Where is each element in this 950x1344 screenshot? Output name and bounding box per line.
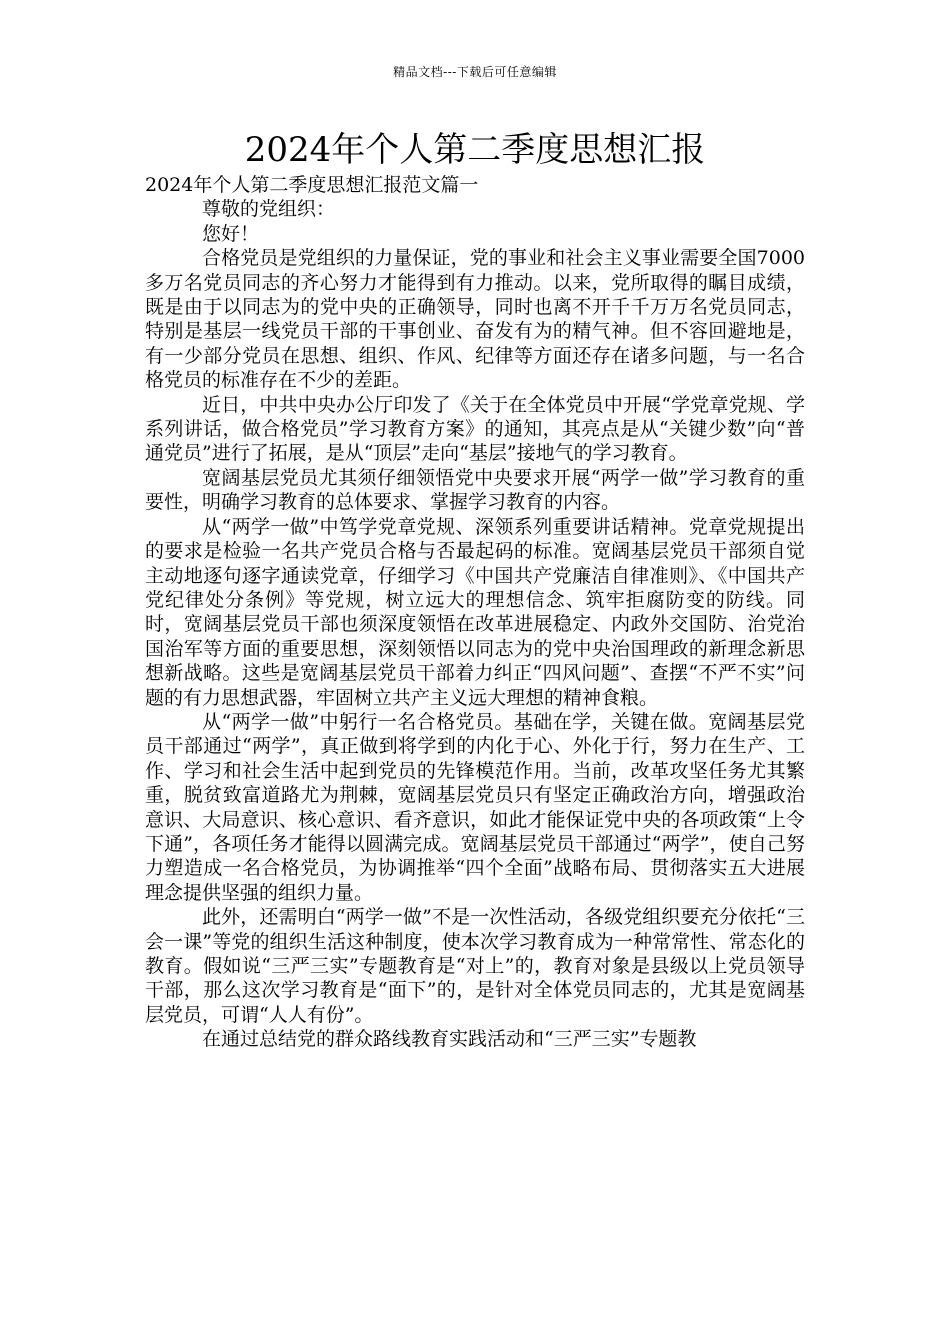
document-subtitle: 2024年个人第二季度思想汇报范文篇一 bbox=[145, 174, 479, 196]
body-paragraph: 合格党员是党组织的力量保证，党的事业和社会主义事业需要全国7000多万名党员同志的齐心努力才能得到有力推动。以来，党所取得的瞩目成绩，既是由于以同志为的党中央的正确领导，同时也离不开千千万万名党员同志，特别是基层一线党员干部的干事创业、奋发有为的精气神。但不容回避地是，有一少部分党员在思想、组织、作风、纪律等方面还存在诸多问题，与一名合格党员的标准存在不少的差距。 bbox=[145, 247, 805, 392]
document-body bbox=[145, 173, 805, 1052]
salutation: 尊敬的党组织： bbox=[202, 198, 336, 221]
body-paragraph: 近日，中共中央办公厅印发了《关于在全体党员中开展“学党章党规、学系列讲话，做合格党员”学习教育方案》的通知，其亮点是从“关键少数”向“普通党员”进行了拓展，是从“顶层”走向“基层”接地气的学习教育。 bbox=[145, 393, 805, 465]
page-header-note: 精品文档---下载后可任意编辑 bbox=[393, 65, 557, 79]
greeting: 您好！ bbox=[202, 222, 260, 245]
body-paragraph: 从“两学一做”中躬行一名合格党员。基础在学，关键在做。宽阔基层党员干部通过“两学”，真正做到将学到的内化于心、外化于行，努力在生产、工作、学习和社会生活中起到党员的先锋模范作用。当前，改革攻坚任务尤其繁重，脱贫致富道路尤为荆棘，宽阔基层党员只有坚定正确政治方向，增强政治意识、大局意识、核心意识、看齐意识，如此才能保证党中央的各项政策“上令下通”，各项任务才能得以圆满完成。宽阔基层党员干部通过“两学”，使自己努力塑造成一名合格党员，为协调推举“四个全面”战略布局、贯彻落实五大进展理念提供坚强的组织力量。 bbox=[145, 710, 805, 904]
document-title: 2024年个人第二季度思想汇报 bbox=[244, 130, 706, 170]
body-paragraph: 从“两学一做”中笃学党章党规、深领系列重要讲话精神。党章党规提出的要求是检验一名共产党员合格与否最起码的标准。宽阔基层党员干部须自觉主动地逐句逐字通读党章，仔细学习《中国共产党廉洁自律准则》、《中国共产党纪律处分条例》等党规，树立远大的理想信念、筑牢拒腐防变的防线。同时，宽阔基层党员干部也须深度领悟在改革进展稳定、内政外交国防、治党治国治军等方面的重要思想，深刻领悟以同志为的党中央治国理政的新理念新思想新战略。这些是宽阔基层党员干部着力纠正“四风问题”、查摆“不严不实”问题的有力思想武器，牢固树立共产主义远大理想的精神食粮。 bbox=[145, 515, 805, 709]
body-paragraph: 宽阔基层党员尤其须仔细领悟党中央要求开展“两学一做”学习教育的重要性，明确学习教育的总体要求、掌握学习教育的内容。 bbox=[145, 466, 805, 514]
body-paragraph: 此外，还需明白“两学一做”不是一次性活动，各级党组织要充分依托“三会一课”等党的组织生活这种制度，使本次学习教育成为一种常常性、常态化的教育。假如说“三严三实”专题教育是“对上”的，教育对象是县级以上党员领导干部，那么这次学习教育是“面下”的，是针对全体党员同志的，尤其是宽阔基层党员，可谓“人人有份”。 bbox=[145, 906, 805, 1026]
body-paragraph: 在通过总结党的群众路线教育实践活动和“三严三实”专题教 bbox=[202, 1028, 697, 1051]
